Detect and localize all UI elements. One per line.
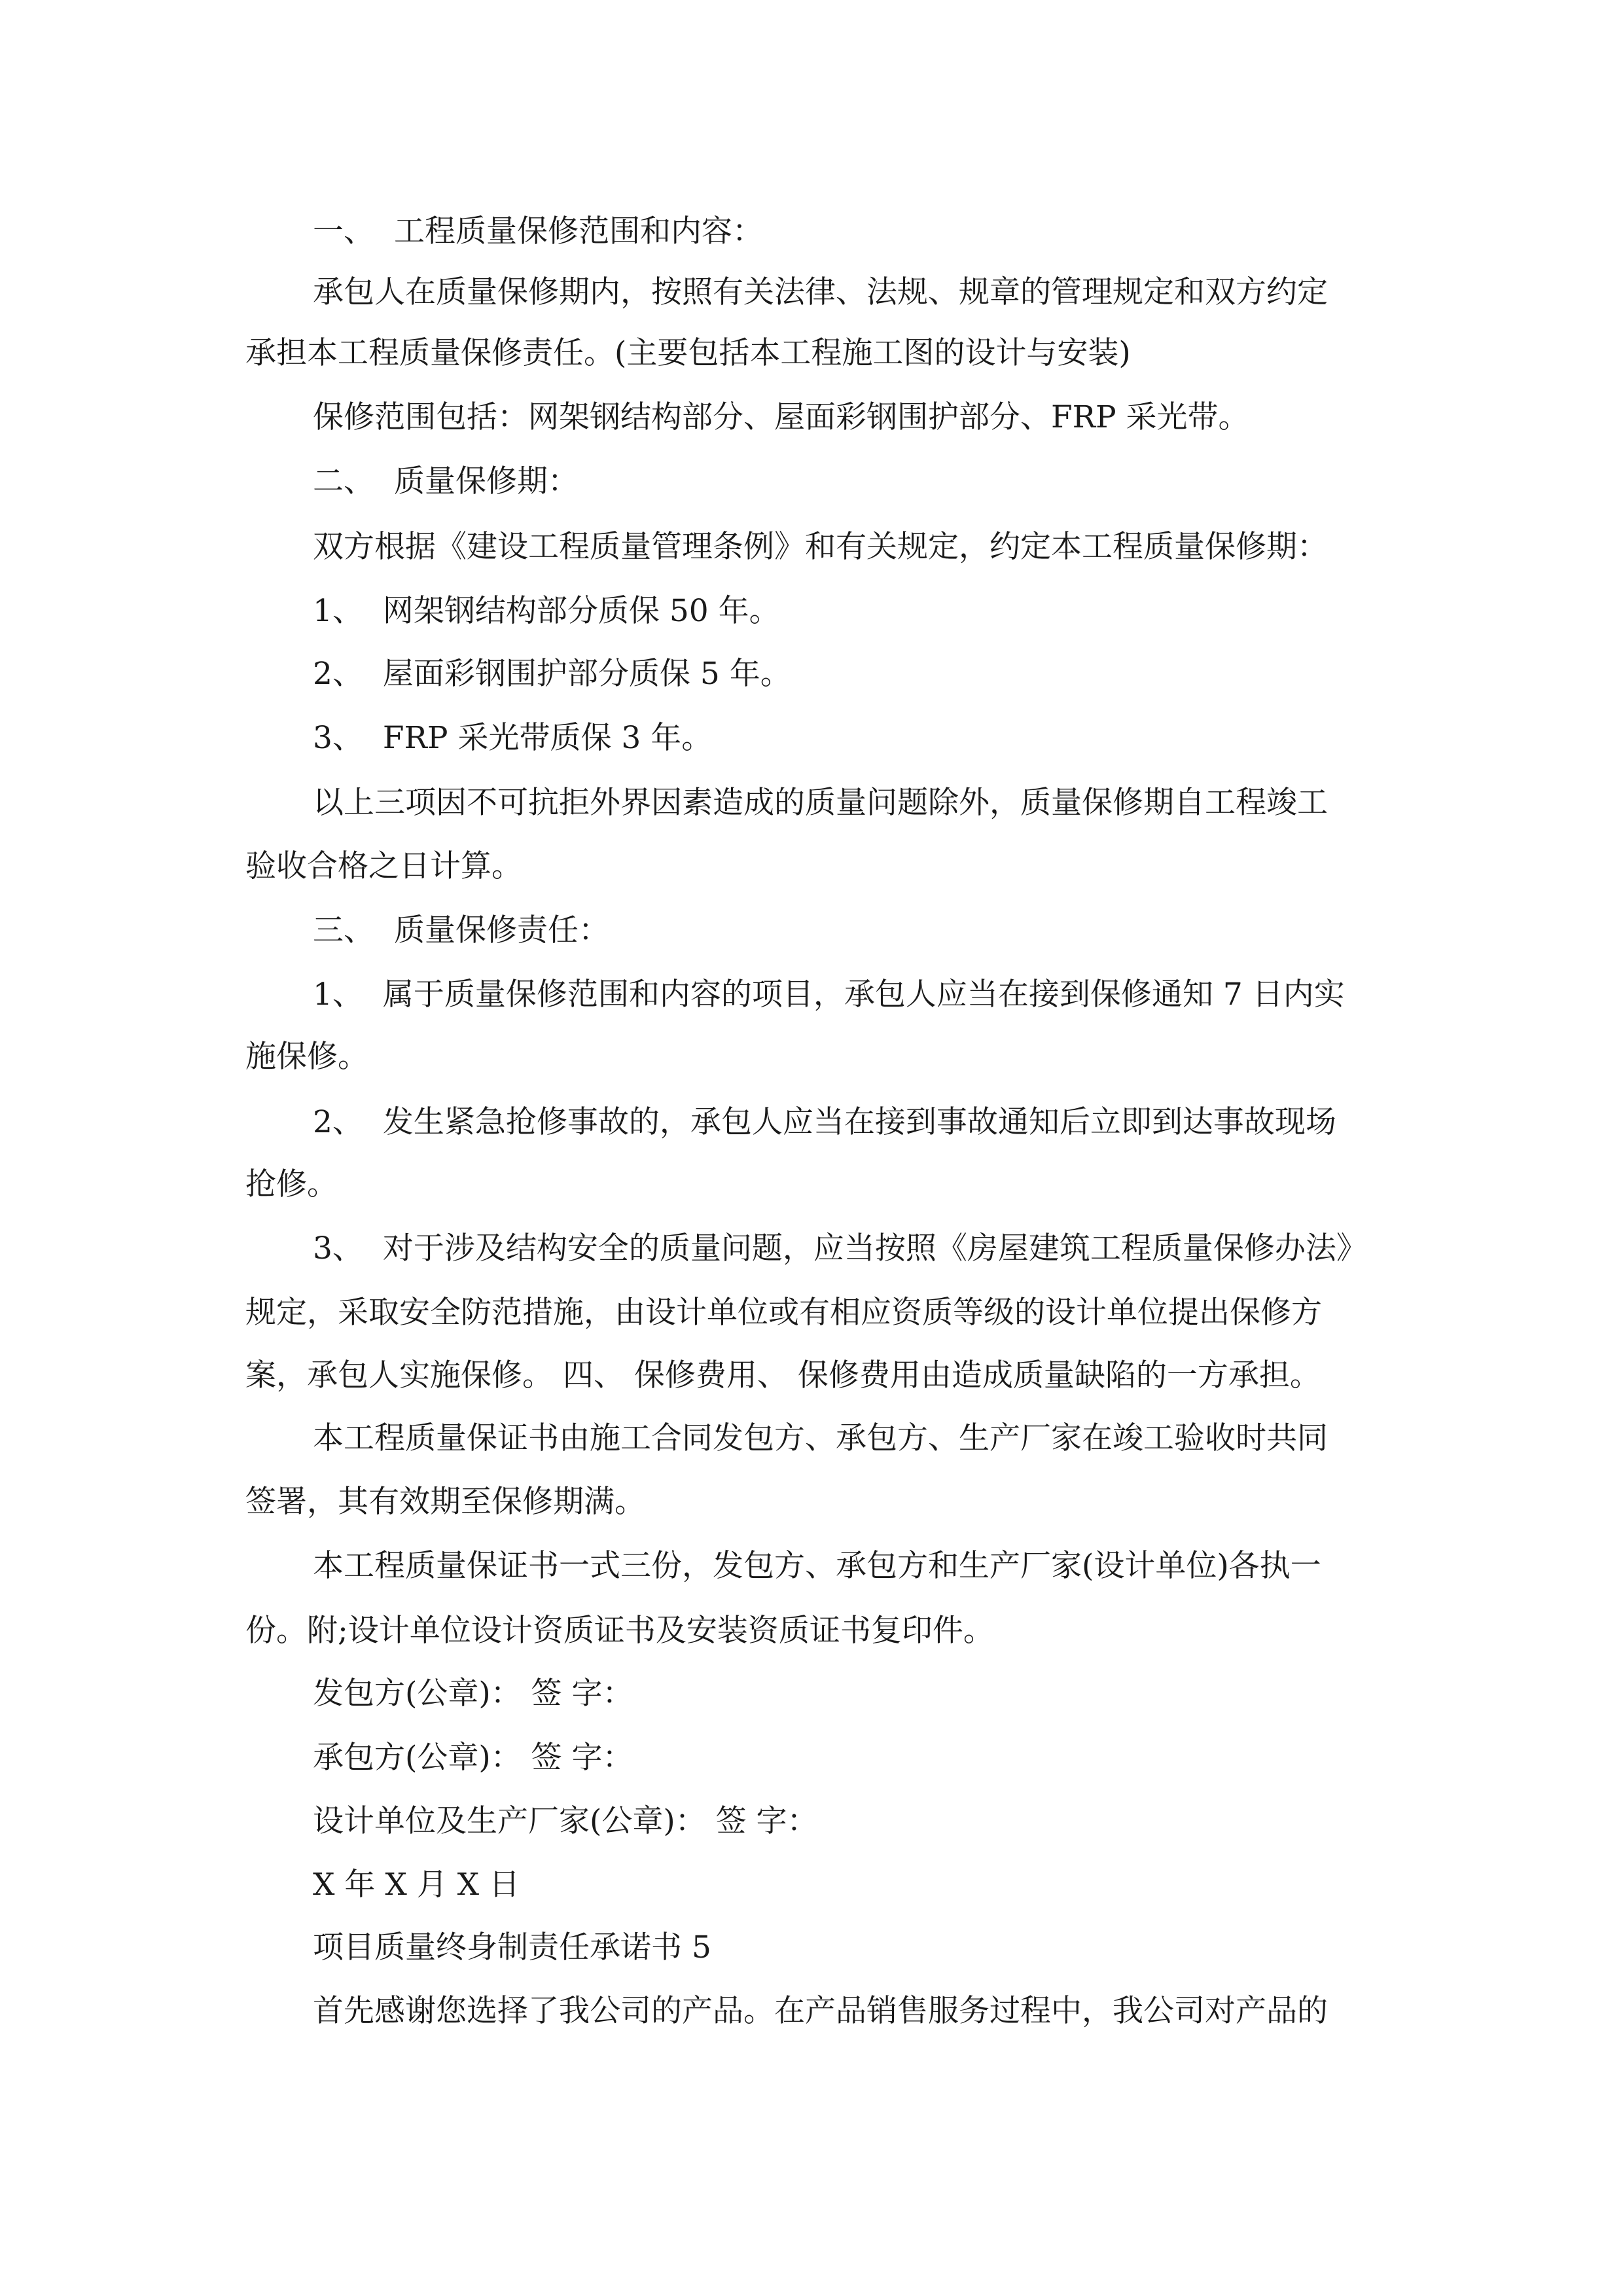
- paragraph-line: 以上三项因不可抗拒外界因素造成的质量问题除外，质量保修期自工程竣工: [313, 785, 1328, 821]
- heading-number: 三、: [313, 912, 374, 948]
- list-text: 属于质量保修范围和内容的项目，承包人应当在接到保修通知 7 日内实: [382, 977, 1345, 1013]
- paragraph-line: 抢修。: [245, 1166, 338, 1202]
- paragraph-line: 本工程质量保证书一式三份，发包方、承包方和生产厂家(设计单位)各执一: [313, 1548, 1321, 1584]
- list-text: 发生紧急抢修事故的，承包人应当在接到事故通知后立即到达事故现场: [382, 1104, 1336, 1140]
- list-item: [313, 655, 791, 694]
- paragraph-line: 签署，其有效期至保修期满。: [245, 1484, 645, 1520]
- signature-line-contractor: 承包方(公章)： 签 字：: [313, 1740, 633, 1776]
- list-number: 3、: [313, 1230, 363, 1266]
- list-number: 2、: [313, 656, 363, 692]
- paragraph-line: 保修范围包括：网架钢结构部分、屋面彩钢围护部分、FRP 采光带。: [313, 399, 1249, 435]
- list-text: 对于涉及结构安全的质量问题，应当按照《房屋建筑工程质量保修办法》: [382, 1230, 1367, 1266]
- paragraph-line: 规定，采取安全防范措施，由设计单位或有相应资质等级的设计单位提出保修方: [245, 1295, 1322, 1331]
- list-number: 1、: [313, 593, 363, 629]
- list-item: [313, 1103, 1336, 1142]
- paragraph-line: 本工程质量保证书由施工合同发包方、承包方、生产厂家在竣工验收时共同: [313, 1420, 1328, 1456]
- list-text: FRP 采光带质保 3 年。: [382, 720, 713, 756]
- next-document-title: 项目质量终身制责任承诺书 5: [313, 1929, 711, 1965]
- paragraph-line: 施保修。: [245, 1039, 368, 1075]
- list-text: 网架钢结构部分质保 50 年。: [382, 593, 780, 629]
- paragraph-line: 份。附;设计单位设计资质证书及安装资质证书复印件。: [245, 1613, 994, 1649]
- section-heading-scope: [313, 212, 763, 251]
- list-text: 屋面彩钢围护部分质保 5 年。: [382, 656, 791, 692]
- paragraph-line: 验收合格之日计算。: [245, 848, 522, 884]
- heading-number: 二、: [313, 463, 374, 499]
- heading-text: 质量保修责任：: [394, 912, 609, 948]
- paragraph-line: 首先感谢您选择了我公司的产品。在产品销售服务过程中，我公司对产品的: [313, 1993, 1328, 2029]
- paragraph-line: 承包人在质量保修期内，按照有关法律、法规、规章的管理规定和双方约定: [313, 274, 1328, 310]
- heading-number: 一、: [313, 213, 374, 249]
- signature-line-designer: 设计单位及生产厂家(公章)： 签 字：: [313, 1803, 818, 1839]
- list-item: [313, 1229, 1367, 1268]
- section-heading-period: [313, 462, 579, 501]
- paragraph-line: 双方根据《建设工程质量管理条例》和有关规定，约定本工程质量保修期：: [313, 529, 1328, 565]
- list-item: [313, 975, 1345, 1014]
- signature-line-employer: 发包方(公章)： 签 字：: [313, 1676, 633, 1712]
- list-number: 1、: [313, 977, 363, 1013]
- paragraph-line: 承担本工程质量保修责任。(主要包括本工程施工图的设计与安装): [245, 335, 1131, 371]
- date-line: X 年 X 月 X 日: [313, 1867, 520, 1903]
- heading-text: 工程质量保修范围和内容：: [394, 213, 763, 249]
- list-number: 2、: [313, 1104, 363, 1140]
- list-item: [313, 592, 780, 631]
- list-item: [313, 719, 712, 758]
- heading-text: 质量保修期：: [394, 463, 579, 499]
- list-number: 3、: [313, 720, 363, 756]
- paragraph-line: 案，承包人实施保修。 四、 保修费用、 保修费用由造成质量缺陷的一方承担。: [245, 1357, 1321, 1393]
- section-heading-responsibility: [313, 911, 609, 950]
